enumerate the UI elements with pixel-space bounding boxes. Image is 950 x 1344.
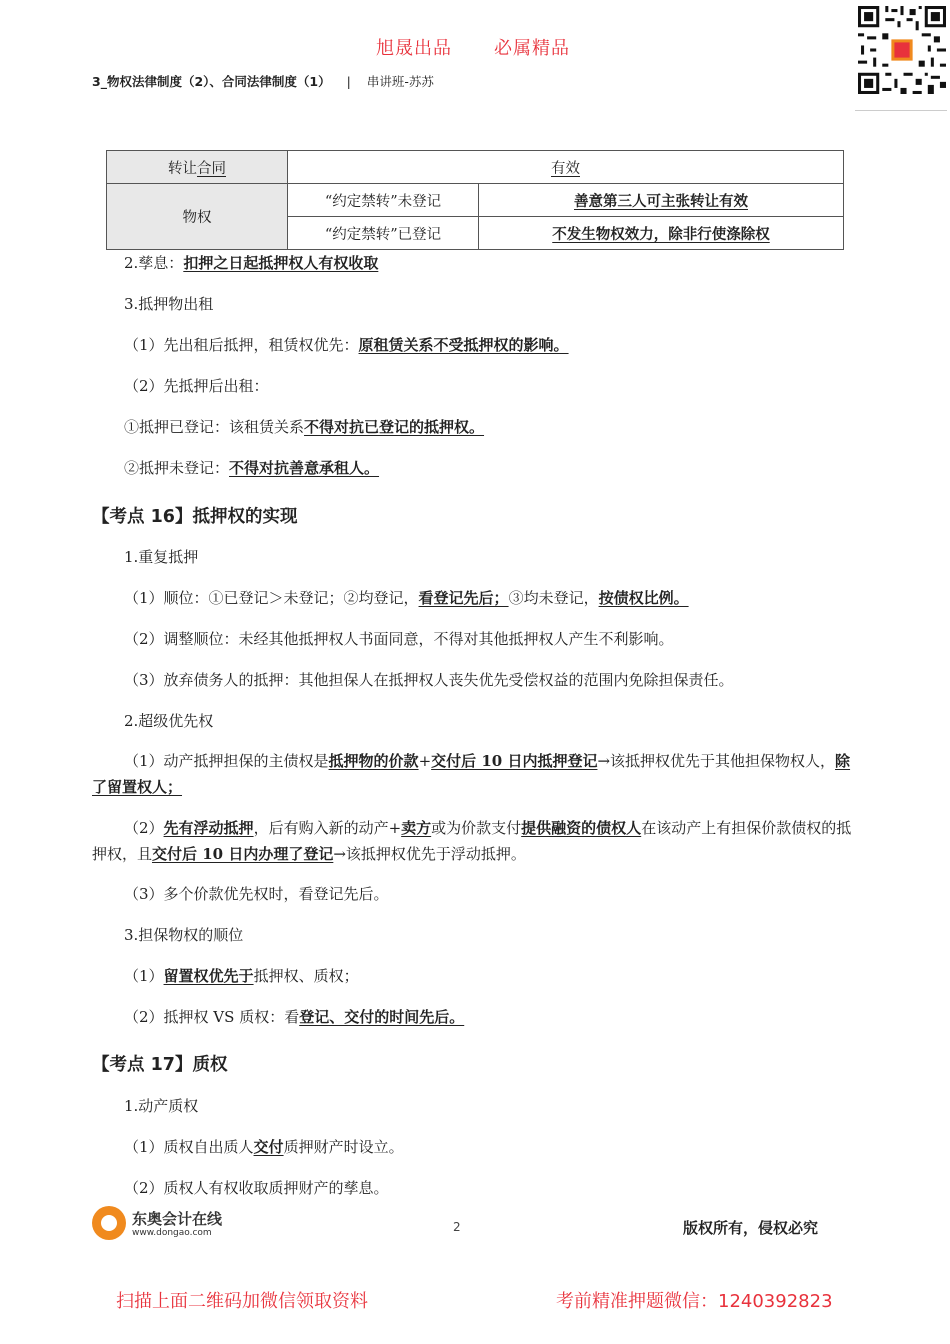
subheading: 3.抵押物出租 bbox=[124, 295, 214, 313]
paragraph bbox=[92, 748, 862, 800]
text-line: （3）放弃债务人的抵押：其他担保人在抵押权人丧失优先受偿权益的范围内免除担保责任。 bbox=[124, 671, 734, 689]
table-cell bbox=[479, 184, 844, 217]
brand-right: 必属精品 bbox=[494, 38, 570, 59]
text-line bbox=[124, 966, 359, 986]
table-cell bbox=[288, 151, 844, 184]
dongao-logo bbox=[92, 1206, 252, 1242]
key-phrase: 看登记先后； bbox=[418, 589, 509, 607]
text: →该抵押权优先于浮动抵押。 bbox=[333, 845, 526, 863]
header-separator: | bbox=[346, 74, 351, 89]
promo-right: 考前精准押题微信：1240392823 bbox=[556, 1291, 833, 1312]
page-number: 2 bbox=[453, 1220, 461, 1234]
text: ，后有购入新的动产+ bbox=[253, 819, 402, 837]
class-name: 串讲班-苏苏 bbox=[366, 74, 434, 89]
copyright-notice: 版权所有，侵权必究 bbox=[683, 1219, 819, 1237]
text: →该抵押权优先于其他担保物权人， bbox=[597, 752, 836, 770]
subheading: 1.重复抵押 bbox=[124, 548, 199, 566]
table-cell: “约定禁转”已登记 bbox=[288, 217, 479, 250]
text-line: （2）质权人有权收取质押财产的孳息。 bbox=[124, 1179, 389, 1197]
cell-value: 不发生物权效力，除非行使涤除权 bbox=[552, 225, 770, 243]
section-heading: 【考点 17】质权 bbox=[92, 1055, 228, 1075]
text: 质押财产时设立。 bbox=[283, 1138, 404, 1156]
table-cell bbox=[479, 217, 844, 250]
brand-left: 旭晟出品 bbox=[376, 38, 452, 59]
table-cell: “约定禁转”未登记 bbox=[288, 184, 479, 217]
text: （2）抵押权 VS 质权：看 bbox=[124, 1008, 300, 1026]
key-phrase: 交付 bbox=[253, 1138, 284, 1156]
text: 2.孳息： bbox=[124, 254, 184, 272]
key-phrase: 除了留置权人； bbox=[92, 752, 851, 796]
text-line bbox=[124, 417, 484, 437]
key-phrase: 原租赁关系不受抵押权的影响。 bbox=[358, 336, 569, 354]
text-line bbox=[124, 335, 569, 355]
text-line bbox=[124, 458, 379, 478]
subheading: 3.担保物权的顺位 bbox=[124, 926, 244, 944]
key-phrase: 不得对抗已登记的抵押权。 bbox=[304, 418, 485, 436]
subheading: 2.超级优先权 bbox=[124, 712, 214, 730]
key-phrase: 抵押物的价款 bbox=[328, 752, 419, 770]
key-phrase: 留置权优先于 bbox=[163, 967, 254, 985]
qr-code-icon bbox=[858, 6, 946, 94]
text: （1） bbox=[124, 967, 164, 985]
text: （1）质权自出质人 bbox=[124, 1138, 254, 1156]
key-phrase: 卖方 bbox=[401, 819, 432, 837]
text-line bbox=[124, 1007, 464, 1027]
subheading: 1.动产质权 bbox=[124, 1097, 199, 1115]
key-phrase: 交付后 10 日内抵押登记 bbox=[431, 752, 598, 770]
text: ①抵押已登记：该租赁关系 bbox=[124, 418, 305, 436]
text: （1）顺位：①已登记＞未登记；②均登记， bbox=[124, 589, 419, 607]
text-line bbox=[124, 253, 378, 273]
text: 抵押权、质权； bbox=[253, 967, 359, 985]
table-row bbox=[107, 184, 844, 217]
section-heading: 【考点 16】抵押权的实现 bbox=[92, 507, 298, 527]
qr-divider bbox=[855, 110, 947, 111]
key-phrase: 不得对抗善意承租人。 bbox=[229, 459, 380, 477]
key-phrase: 登记、交付的时间先后。 bbox=[299, 1008, 465, 1026]
key-phrase: 提供融资的债权人 bbox=[521, 819, 642, 837]
table-row bbox=[107, 151, 844, 184]
text: ③均未登记， bbox=[508, 589, 599, 607]
logo-name: 东奥会计在线 bbox=[132, 1210, 223, 1228]
key-phrase: 交付后 10 日内办理了登记 bbox=[152, 845, 334, 863]
text: （1）先出租后抵押，租赁权优先： bbox=[124, 336, 359, 354]
paragraph bbox=[92, 815, 862, 867]
logo-icon bbox=[92, 1206, 126, 1240]
key-phrase: 先有浮动抵押 bbox=[163, 819, 254, 837]
text-line bbox=[124, 588, 689, 608]
row-label-prefix: 转让 bbox=[168, 160, 197, 177]
text: + bbox=[418, 752, 432, 770]
text-line: （2）先抵押后出租： bbox=[124, 377, 269, 395]
brand-slogan bbox=[376, 34, 570, 60]
key-phrase: 扣押之日起抵押权人有权收取 bbox=[183, 254, 379, 272]
course-title: 3_物权法律制度（2）、合同法律制度（1） bbox=[92, 74, 331, 89]
transfer-table bbox=[106, 150, 844, 250]
row-value: 有效 bbox=[551, 160, 580, 177]
text: （1）动产抵押担保的主债权是 bbox=[124, 752, 329, 770]
text-line: （2）调整顺位：未经其他抵押权人书面同意，不得对其他抵押权人产生不利影响。 bbox=[124, 630, 674, 648]
text: 在该动产上有担保价款债权的抵押权，且 bbox=[92, 819, 852, 863]
course-header bbox=[92, 72, 434, 90]
logo-url: www.dongao.com bbox=[132, 1228, 212, 1238]
row-label-underlined: 合同 bbox=[197, 160, 226, 177]
table-cell bbox=[107, 151, 288, 184]
table-cell: 物权 bbox=[107, 184, 288, 250]
text: （2） bbox=[124, 819, 164, 837]
key-phrase: 按债权比例。 bbox=[598, 589, 689, 607]
text: ②抵押未登记： bbox=[124, 459, 230, 477]
promo-left: 扫描上面二维码加微信领取资料 bbox=[116, 1291, 368, 1312]
cell-value: 善意第三人可主张转让有效 bbox=[574, 192, 748, 210]
text: 或为价款支付 bbox=[431, 819, 522, 837]
text-line: （3）多个价款优先权时，看登记先后。 bbox=[124, 885, 389, 903]
text-line bbox=[124, 1137, 404, 1157]
